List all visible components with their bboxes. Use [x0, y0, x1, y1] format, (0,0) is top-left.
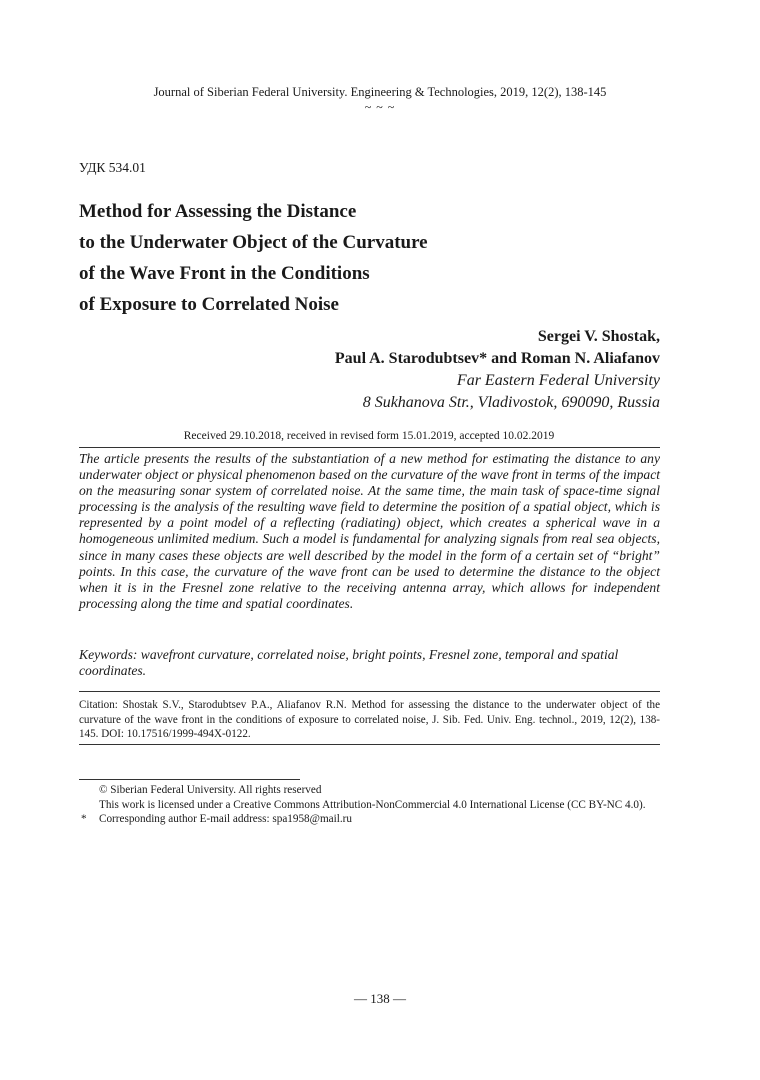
journal-header: Journal of Siberian Federal University. Engineering & Technologies, 2019, 12(2), 138-145: [153, 85, 607, 99]
footnote-divider: [79, 779, 300, 780]
affiliation: Far Eastern Federal University: [456, 372, 660, 389]
divider: [79, 447, 660, 448]
header-ornament: ~ ~ ~: [364, 100, 396, 114]
divider: [79, 744, 660, 745]
author-line: Paul A. Starodubtsev* and Roman N. Aliafanov: [334, 350, 660, 367]
address: 8 Sukhanova Str., Vladivostok, 690090, Russia: [362, 394, 660, 411]
copyright-note: © Siberian Federal University. All rights reserved: [99, 784, 322, 796]
abstract: The article presents the results of the substantiation of a new method for estimating the distance to any underwater object or physical phenomenon based on the curvature of the wave front in terms of the impact on the measuring sonar system of correlated noise. At the same time, the main task of space-time signal processing is the analysis of the resulting wave field to determine the position of a spatial object, which is represented by a point model of a reflecting (radiating) object, which creates a spherical wave in a homogeneous unlimited medium. Such a model is fundamental for analyzing signals from real sea objects, since in many cases these objects are well described by the model in the form of a certain set of “bright” points. In this case, the curvature of the wave front can be used to determine the distance to the object when it is in the Fresnel zone relative to the receiving antenna array, which allows for independent processing along the time and spatial coordinates.: [79, 451, 660, 611]
received-dates: Received 29.10.2018, received in revised form 15.01.2019, accepted 10.02.2019: [183, 430, 555, 442]
paper-title: [79, 196, 599, 320]
page-number: ― 138 ―: [354, 991, 406, 1006]
title-line: of Exposure to Correlated Noise: [79, 294, 339, 315]
citation: Citation: Shostak S.V., Starodubtsev P.A., Aliafanov R.N. Method for assessing the distance to the underwater object of the curvature of the wave front in the conditions of exposure to correlated noise, J. Sib. Fed. Univ. Eng. technol., 2019, 12(2), 138-145. DOI: 10.17516/1999-494X-0122.: [79, 699, 660, 740]
license-note: This work is licensed under a Creative Commons Attribution-NonCommercial 4.0 International License (CC BY-NC 4.0).: [99, 799, 646, 811]
author-line: Sergei V. Shostak,: [537, 328, 660, 345]
udk-code: УДК 534.01: [79, 160, 146, 175]
authors-block: [100, 326, 660, 414]
title-line: Method for Assessing the Distance: [79, 201, 357, 222]
keywords: Keywords: wavefront curvature, correlated noise, bright points, Fresnel zone, temporal and spatial coordinates.: [79, 647, 619, 679]
title-line: to the Underwater Object of the Curvature: [79, 232, 428, 253]
footnote-mark: *: [81, 813, 87, 825]
corresponding-author-note: Corresponding author E-mail address: spa1958@mail.ru: [99, 813, 352, 825]
divider: [79, 691, 660, 692]
title-line: of the Wave Front in the Conditions: [79, 263, 370, 284]
